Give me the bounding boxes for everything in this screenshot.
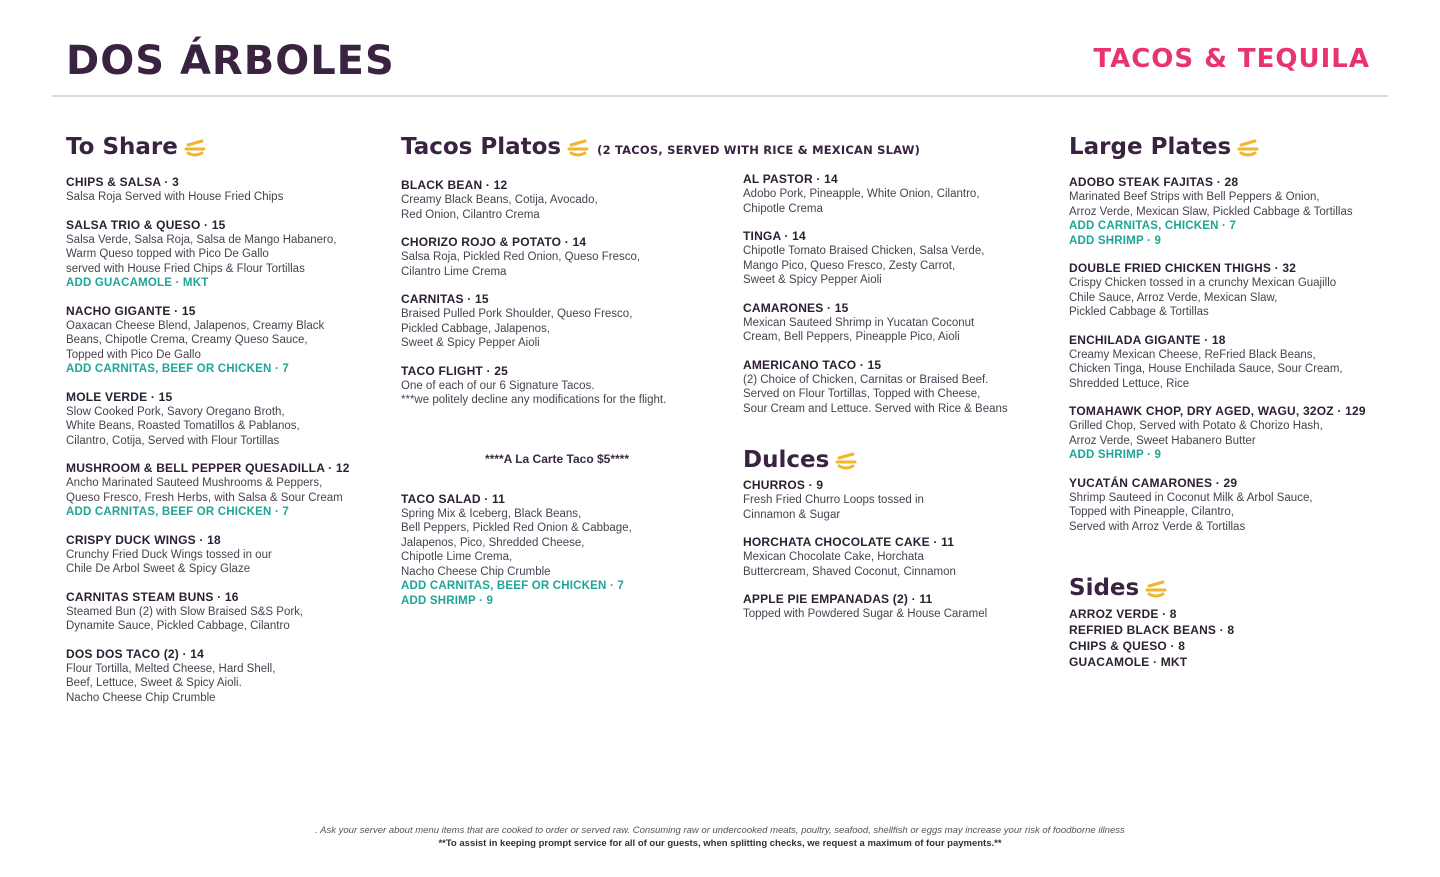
- menu-item-description: [401, 307, 721, 351]
- menu-item-description: [401, 250, 721, 279]
- menu-item: [743, 301, 1043, 345]
- sides-heading: [1069, 574, 1399, 602]
- description-line: Creamy Black Beans, Cotija, Avocado,: [401, 194, 598, 206]
- description-line: Spring Mix & Iceberg, Black Beans,: [401, 507, 582, 520]
- description-line: Pickled Cabbage & Tortillas: [1069, 306, 1209, 318]
- description-line: Chicken Tinga, House Enchilada Sauce, Sour Cream,: [1069, 363, 1343, 375]
- menu-item-description: [1069, 348, 1399, 392]
- menu-item-addon: ADD CARNITAS, BEEF OR CHICKEN · 7: [66, 506, 289, 518]
- a-la-carte-note: ****A La Carte Taco $5****: [484, 451, 630, 466]
- menu-item-description: [66, 476, 376, 505]
- menu-item-description: [66, 548, 376, 577]
- menu-item-description: [1069, 276, 1399, 320]
- menu-item: [743, 592, 1043, 622]
- menu-item: [743, 358, 1043, 417]
- side-item: CHIPS & QUESO · 8: [1069, 639, 1186, 653]
- menu-item-name: TACO SALAD · 11: [401, 491, 506, 506]
- menu-item: [401, 292, 721, 351]
- description-line: Mango Pico, Queso Fresco, Zesty Carrot,: [743, 259, 956, 272]
- restaurant-tagline: TACOS & TEQUILA: [1093, 44, 1370, 74]
- description-line: Shredded Lettuce, Rice: [1069, 377, 1190, 390]
- menu-item-name: DOUBLE FRIED CHICKEN THIGHS · 32: [1069, 261, 1297, 275]
- description-line: Marinated Beef Strips with Bell Peppers & Onion,: [1069, 191, 1320, 203]
- menu-item-description: [743, 244, 1043, 288]
- menu-item: [1069, 476, 1399, 535]
- to-share-heading: [66, 133, 376, 161]
- description-line: Dynamite Sauce, Pickled Cabbage, Cilantro: [66, 620, 290, 632]
- menu-item-description: [401, 507, 721, 580]
- taco-icon: [1145, 577, 1167, 597]
- menu-item-description: [743, 373, 1043, 417]
- menu-item-name: TACO FLIGHT · 25: [401, 363, 508, 378]
- menu-item: [66, 390, 376, 449]
- description-line: Red Onion, Cilantro Crema: [401, 208, 540, 221]
- menu-item: [66, 647, 376, 706]
- description-line: Chipotle Tomato Braised Chicken, Salsa Verde,: [743, 245, 985, 257]
- menu-item-name: NACHO GIGANTE · 15: [66, 303, 196, 318]
- menu-item-description: [743, 607, 1043, 622]
- description-line: Ancho Marinated Sauteed Mushrooms & Peppers,: [66, 477, 323, 489]
- menu-item-name: APPLE PIE EMPANADAS (2) · 11: [743, 592, 933, 606]
- menu-item-description: [66, 233, 376, 277]
- taco-icon: [835, 449, 857, 469]
- description-line: Warm Queso topped with Pico De Gallo: [66, 248, 269, 260]
- menu-item-name: SALSA TRIO & QUESO · 15: [66, 217, 226, 232]
- menu-item-addon: ADD SHRIMP · 9: [1069, 449, 1162, 461]
- description-line: Slow Cooked Pork, Savory Oregano Broth,: [66, 405, 285, 418]
- menu-item: [1069, 333, 1399, 392]
- menu-item-name: BLACK BEAN · 12: [401, 178, 508, 192]
- description-line: Grilled Chop, Served with Potato & Chorizo Hash,: [1069, 420, 1323, 432]
- description-line: Fresh Fried Churro Loops tossed in: [743, 494, 924, 506]
- description-line: Arroz Verde, Mexican Slaw, Pickled Cabbage & Tortillas: [1069, 205, 1353, 218]
- description-line: Served on Flour Tortillas, Topped with Cheese,: [743, 388, 981, 400]
- description-line: Pickled Cabbage, Jalapenos,: [401, 322, 550, 335]
- description-line: Topped with Pineapple, Cilantro,: [1069, 506, 1234, 518]
- description-line: (2) Choice of Chicken, Carnitas or Braised Beef.: [743, 373, 989, 386]
- dulces-heading: [743, 446, 1043, 474]
- menu-item: [66, 218, 376, 291]
- menu-item-addon: ADD GUACAMOLE · MKT: [66, 277, 209, 289]
- description-line: White Beans, Roasted Tomatillos & Pablanos,: [66, 420, 300, 432]
- menu-item-name: TINGA · 14: [743, 229, 806, 243]
- menu-item-name: TOMAHAWK CHOP, DRY AGED, WAGU, 32OZ · 129: [1069, 404, 1366, 418]
- menu-item: [401, 364, 721, 408]
- footer-disclaimer: . Ask your server about menu items that are cooked to order or served raw. Consuming raw or undercooked meats, poultry, seafood, shellfish or eggs may increase your risk of foodborne illness: [315, 825, 1125, 836]
- menu-item-addon: ADD CARNITAS, BEEF OR CHICKEN · 7: [401, 580, 624, 592]
- menu-item-description: [401, 193, 721, 222]
- menu-item-name: CHORIZO ROJO & POTATO · 14: [401, 235, 587, 249]
- menu-item: [66, 533, 376, 577]
- menu-item-name: ADOBO STEAK FAJITAS · 28: [1069, 175, 1239, 189]
- menu-item-description: [1069, 419, 1399, 448]
- description-line: Topped with Pico De Gallo: [66, 348, 201, 361]
- footer-payments-note: **To assist in keeping prompt service for all of our guests, when splitting checks, we request a maximum of four payments.**: [438, 838, 1002, 849]
- description-line: Oaxacan Cheese Blend, Jalapenos, Creamy Black: [66, 319, 325, 332]
- description-line: Cilantro, Cotija, Served with Flour Tortillas: [66, 434, 280, 447]
- menu-item-name: MUSHROOM & BELL PEPPER QUESADILLA · 12: [66, 461, 350, 475]
- description-line: Cinnamon & Sugar: [743, 508, 841, 521]
- menu-item: [66, 461, 376, 520]
- menu-item-name: CHURROS · 9: [743, 478, 824, 492]
- menu-item-addon: ADD CARNITAS, CHICKEN · 7: [1069, 220, 1237, 232]
- menu-item-description: [66, 319, 376, 363]
- description-line: Arroz Verde, Sweet Habanero Butter: [1069, 434, 1256, 447]
- description-line: ***we politely decline any modifications for the flight.: [401, 394, 667, 406]
- dulces-title: Dulces: [743, 447, 830, 473]
- tacos-platos-right-column: [743, 172, 1043, 635]
- tacos-platos-list-left: [401, 178, 721, 408]
- description-line: Braised Pulled Pork Shoulder, Queso Fresco,: [401, 308, 633, 320]
- description-line: Queso Fresco, Fresh Herbs, with Salsa & Sour Cream: [66, 491, 343, 504]
- description-line: Beans, Chipotle Crema, Creamy Queso Sauce,: [66, 334, 308, 346]
- menu-item-name: YUCATÁN CAMARONES · 29: [1069, 475, 1238, 490]
- description-line: Adobo Pork, Pineapple, White Onion, Cilantro,: [743, 188, 980, 200]
- description-line: Cilantro Lime Crema: [401, 265, 507, 278]
- menu-item-description: [66, 605, 376, 634]
- description-line: Chile Sauce, Arroz Verde, Mexican Slaw,: [1069, 291, 1278, 304]
- description-line: Served with Arroz Verde & Tortillas: [1069, 520, 1246, 533]
- description-line: Flour Tortilla, Melted Cheese, Hard Shell,: [66, 662, 276, 675]
- large-plates-heading: [1069, 133, 1399, 161]
- menu-item-addon: ADD SHRIMP · 9: [401, 594, 494, 607]
- menu-item-description: [743, 316, 1043, 345]
- menu-item-description: [1069, 491, 1399, 535]
- menu-item: [66, 175, 376, 205]
- tacos-platos-title: Tacos Platos: [401, 134, 562, 160]
- menu-item-description: [743, 550, 1043, 579]
- menu-item-name: CAMARONES · 15: [743, 300, 849, 315]
- tacos-platos-note: (2 TACOS, SERVED WITH RICE & MEXICAN SLAW): [597, 143, 921, 157]
- menu-item: [401, 178, 721, 222]
- menu-item: [1069, 175, 1399, 248]
- description-line: Crispy Chicken tossed in a crunchy Mexican Guajillo: [1069, 277, 1337, 289]
- restaurant-name: DOS ÁRBOLES: [66, 38, 395, 84]
- description-line: Bell Peppers, Pickled Red Onion & Cabbage,: [401, 522, 632, 534]
- menu-item-description: [743, 187, 1043, 216]
- menu-item: [401, 492, 721, 609]
- taco-icon: [567, 136, 589, 156]
- menu-item: [743, 229, 1043, 288]
- description-line: Mexican Chocolate Cake, Horchata: [743, 551, 924, 563]
- description-line: Salsa Roja, Pickled Red Onion, Queso Fresco,: [401, 251, 641, 263]
- menu-item-name: HORCHATA CHOCOLATE CAKE · 11: [743, 535, 955, 549]
- tacos-platos-list-right: [743, 172, 1043, 416]
- sides-list: [1069, 606, 1399, 670]
- description-line: Sour Cream and Lettuce. Served with Rice & Beans: [743, 402, 1008, 415]
- to-share-list: [66, 175, 376, 705]
- menu-item-description: [66, 405, 376, 449]
- description-line: Crunchy Fried Duck Wings tossed in our: [66, 548, 272, 561]
- menu-item: [743, 478, 1043, 522]
- taco-icon: [1237, 136, 1259, 156]
- description-line: One of each of our 6 Signature Tacos.: [401, 379, 595, 392]
- menu-item-name: AMERICANO TACO · 15: [743, 357, 882, 372]
- menu-item: [743, 172, 1043, 216]
- menu-item-name: CARNITAS · 15: [401, 292, 489, 306]
- description-line: Nacho Cheese Chip Crumble: [401, 565, 551, 578]
- description-line: Salsa Verde, Salsa Roja, Salsa de Mango Habanero,: [66, 233, 337, 246]
- taco-salad-list: [401, 492, 721, 609]
- description-line: Shrimp Sauteed in Coconut Milk & Arbol Sauce,: [1069, 491, 1313, 504]
- description-line: Mexican Sauteed Shrimp in Yucatan Coconut: [743, 316, 975, 329]
- header-divider: [52, 95, 1388, 97]
- menu-item-addon: ADD CARNITAS, BEEF OR CHICKEN · 7: [66, 363, 289, 375]
- menu-item-addon: ADD SHRIMP · 9: [1069, 234, 1162, 247]
- tacos-platos-heading: [401, 133, 921, 164]
- large-plates-list: [1069, 175, 1399, 534]
- description-line: Steamed Bun (2) with Slow Braised S&S Pork,: [66, 605, 304, 618]
- menu-item-description: [1069, 190, 1399, 219]
- description-line: served with House Fried Chips & Flour Tortillas: [66, 262, 305, 275]
- menu-item: [1069, 261, 1399, 320]
- menu-item-name: DOS DOS TACO (2) · 14: [66, 646, 204, 661]
- side-item: REFRIED BLACK BEANS · 8: [1069, 623, 1235, 637]
- menu-item: [743, 535, 1043, 579]
- description-line: Nacho Cheese Chip Crumble: [66, 691, 216, 704]
- taco-icon: [184, 136, 206, 156]
- to-share-title: To Share: [66, 134, 178, 160]
- menu-item: [66, 304, 376, 377]
- menu-item-name: CARNITAS STEAM BUNS · 16: [66, 589, 239, 604]
- side-item: ARROZ VERDE · 8: [1069, 607, 1177, 621]
- description-line: Chile De Arbol Sweet & Spicy Glaze: [66, 563, 251, 575]
- description-line: Chipotle Lime Crema,: [401, 551, 513, 563]
- menu-item-name: MOLE VERDE · 15: [66, 389, 173, 404]
- dulces-list: [743, 478, 1043, 622]
- side-item: GUACAMOLE · MKT: [1069, 655, 1188, 669]
- menu-item-name: AL PASTOR · 14: [743, 172, 838, 186]
- description-line: Chipotle Crema: [743, 202, 823, 215]
- menu-item: [1069, 404, 1399, 463]
- description-line: Salsa Roja Served with House Fried Chips: [66, 191, 284, 203]
- menu-item: [66, 590, 376, 634]
- large-plates-column: [1069, 133, 1399, 670]
- description-line: Beef, Lettuce, Sweet & Spicy Aioli.: [66, 677, 242, 689]
- description-line: Jalapenos, Pico, Shredded Cheese,: [401, 536, 585, 549]
- menu-item-name: ENCHILADA GIGANTE · 18: [1069, 332, 1226, 347]
- menu-item-description: [66, 190, 376, 205]
- description-line: Creamy Mexican Cheese, ReFried Black Beans,: [1069, 348, 1316, 361]
- menu-item-name: CHIPS & SALSA · 3: [66, 175, 179, 189]
- large-plates-title: Large Plates: [1069, 134, 1232, 160]
- menu-item-description: [66, 662, 376, 706]
- description-line: Topped with Powdered Sugar & House Caramel: [743, 608, 988, 620]
- description-line: Sweet & Spicy Pepper Aioli: [743, 274, 882, 286]
- description-line: Sweet & Spicy Pepper Aioli: [401, 337, 540, 349]
- menu-item-name: CRISPY DUCK WINGS · 18: [66, 532, 221, 547]
- to-share-column: [66, 133, 376, 718]
- menu-item-description: [743, 493, 1043, 522]
- description-line: Buttercream, Shaved Coconut, Cinnamon: [743, 565, 956, 578]
- menu-item: [401, 235, 721, 279]
- menu-item-description: [401, 379, 721, 408]
- sides-title: Sides: [1069, 575, 1140, 601]
- description-line: Cream, Bell Peppers, Pineapple Pico, Aioli: [743, 331, 960, 343]
